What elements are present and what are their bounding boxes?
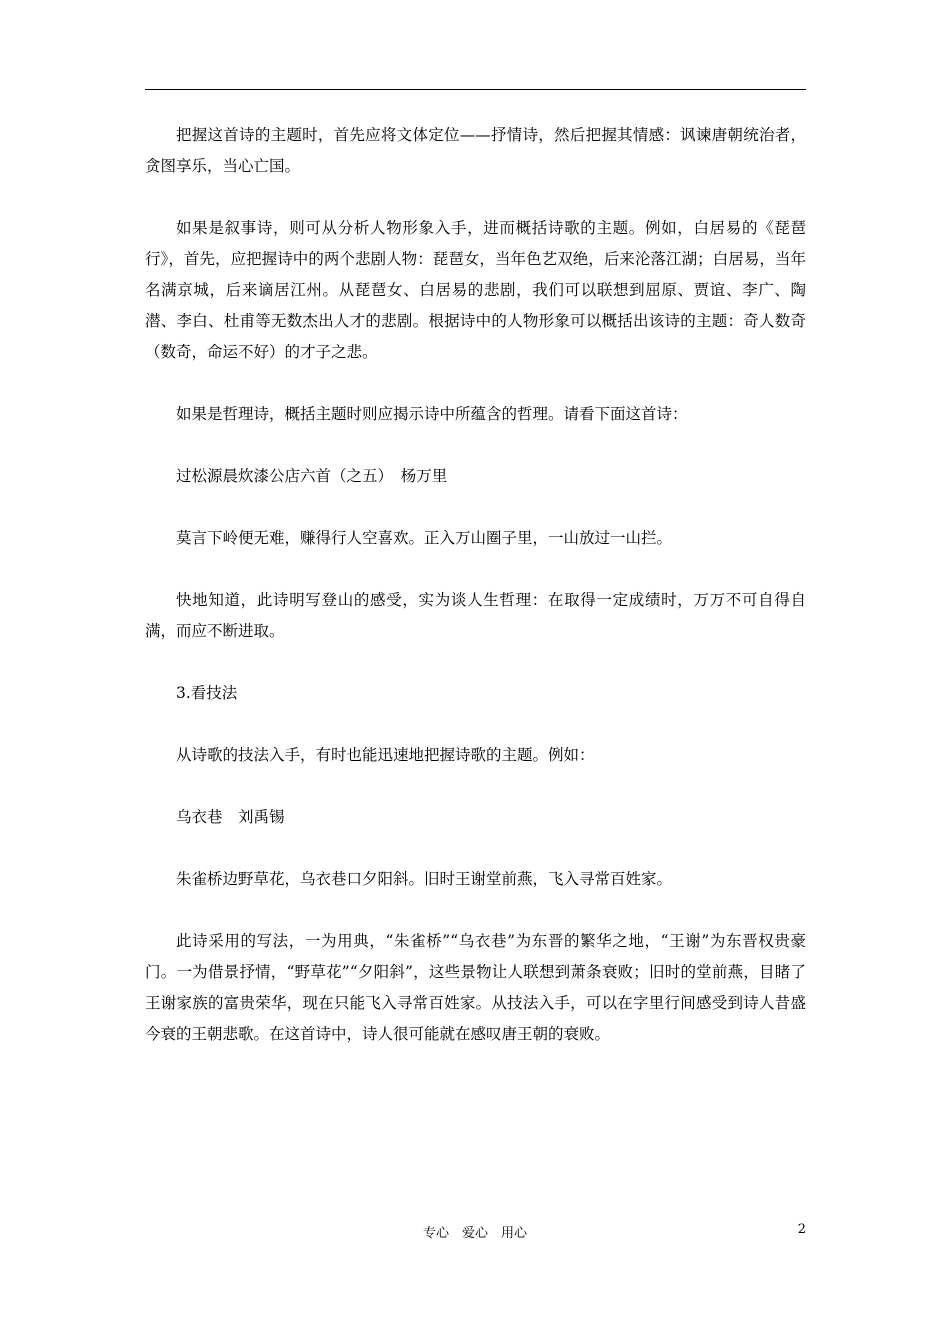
footer-slogan: 专心 爱心 用心 (422, 1226, 527, 1241)
paragraph-technique-intro: 从诗歌的技法入手，有时也能迅速地把握诗歌的主题。例如： (176, 746, 595, 764)
page-number: 2 (797, 1222, 806, 1237)
paragraph-narrative-poem: 如果是叙事诗，则可从分析人物形象入手，进而概括诗歌的主题。例如，白居易的《琵琶行》，首先，应把握诗中的两个悲剧人物：琵琶女，当年色艺双绝，后来沦落江湖；白居易，当年名满京城，后来谪居江州。从琵琶女、白居易的悲剧，我们可以联想到屈原、贾谊、李广、陶潜、李白、杜甫等无数杰出人才的悲剧。根据诗中的人物形象可以概括出该诗的主题：奇人数奇（数奇，命运不好）的才子之悲。 (145, 219, 806, 361)
document-body (145, 120, 806, 1050)
paragraph-lyric-poem: 把握这首诗的主题时，首先应将文体定位——抒情诗，然后把握其情感：讽谏唐朝统治者，贪图享乐，当心亡国。 (145, 126, 806, 175)
poem-title-yang-wanli: 过松源晨炊漆公店六首（之五） 杨万里 (176, 467, 448, 485)
poem-title-liu-yuxi: 乌衣巷 刘禹锡 (176, 808, 285, 826)
paragraph-philosophical-poem: 如果是哲理诗，概括主题时则应揭示诗中所蕴含的哲理。请看下面这首诗： (176, 405, 688, 423)
paragraph-technique-analysis: 此诗采用的写法，一为用典，“朱雀桥”“乌衣巷”为东晋的繁华之地，“王谢”为东晋权贵豪门。一为借景抒情，“野草花”“夕阳斜”，这些景物让人联想到萧条衰败；旧时的堂前燕，目睹了王谢家族的富贵荣华，现在只能飞入寻常百姓家。从技法入手，可以在字里行间感受到诗人昔盛今衰的王朝悲歌。在这首诗中，诗人很可能就在感叹唐王朝的衰败。 (145, 932, 806, 1043)
paragraph-poem-analysis: 快地知道，此诗明写登山的感受，实为谈人生哲理：在取得一定成绩时，万万不可自得自满，而应不断进取。 (145, 591, 806, 640)
section-heading-technique: 3.看技法 (176, 684, 238, 702)
poem-text-yang-wanli: 莫言下岭便无难，赚得行人空喜欢。正入万山圈子里，一山放过一山拦。 (176, 529, 673, 547)
poem-text-liu-yuxi: 朱雀桥边野草花，乌衣巷口夕阳斜。旧时王谢堂前燕，飞入寻常百姓家。 (176, 870, 673, 888)
header-rule (145, 89, 806, 90)
